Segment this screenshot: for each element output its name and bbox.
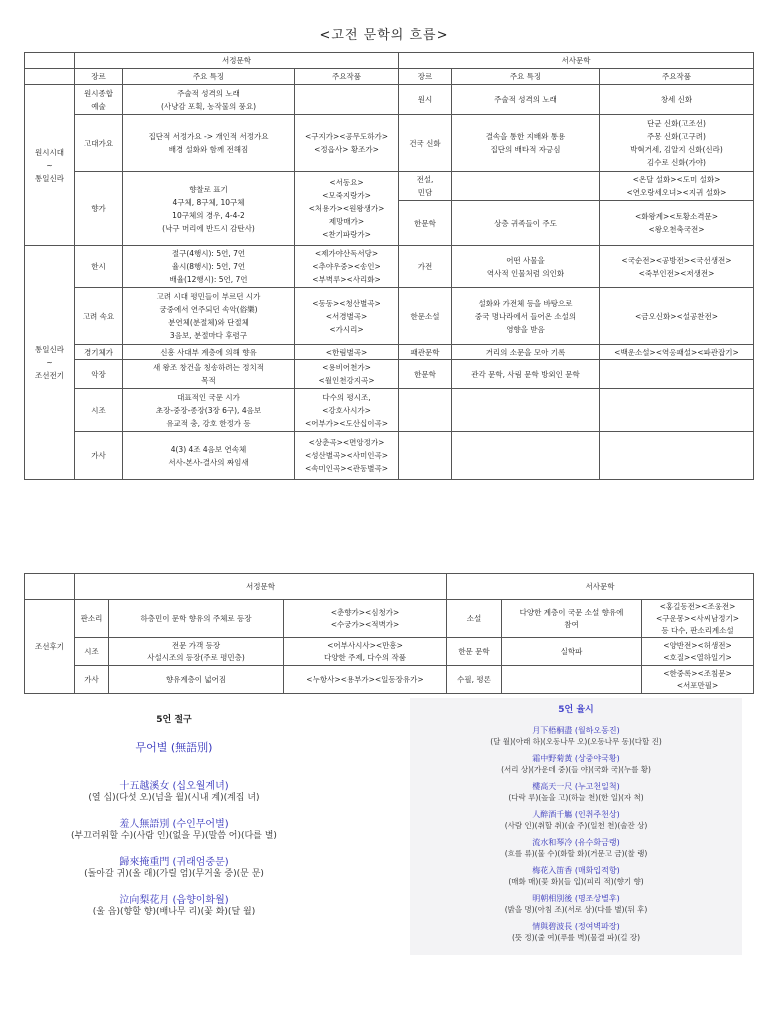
poem-line-hanja: 羞人無語別 (수인무어별) [119,819,229,830]
poem-line [410,809,742,831]
poem-heading: 5언 율시 [558,705,594,715]
works-cell: <금오신화><설공찬전> [600,288,754,345]
works-cell: <양반전><허생전> <호질><열하일기> [642,638,754,666]
works-cell [295,85,399,115]
genre-cell: 가사 [75,432,123,480]
feature-cell: 향찰로 표기 4구체, 8구체, 10구체 10구체의 경우, 4-4-2 (낙구 머리에 반드시 감탄사) [123,172,295,246]
classic-literature-table-late [24,573,754,694]
genre-cell: 소설 [447,600,502,638]
poem-line-gloss: (다락 루)(높을 고)(하늘 천)(한 일)(자 척) [508,793,644,802]
poem-line [44,815,304,843]
genre-cell: 전설, 민담 [399,172,452,201]
genre-cell: 한문소설 [399,288,452,345]
poem-line-hanja: 梅花入笛香 (매화입적향) [532,866,620,875]
feature-cell: 하층민이 문학 향유의 주체로 등장 [109,600,284,638]
empty-cell [600,389,754,432]
poem-title: 무어별 (無語別) [135,741,213,754]
works-cell: <국순전><공방전><국선생전> <죽부인전><저생전> [600,246,754,288]
sub-header: 주요작품 [295,69,399,85]
feature-cell: 상층 귀족들이 주도 [452,201,600,246]
feature-cell: 새 왕조 창건을 칭송하려는 정치적 목적 [123,360,295,389]
genre-cell: 향가 [75,172,123,246]
genre-cell: 한문학 [399,360,452,389]
works-cell: <누항사><용부가><일동장유가> [284,666,447,694]
genre-cell: 수필, 평론 [447,666,502,694]
narrative-header: 서사문학 [447,574,754,600]
genre-cell: 한시 [75,246,123,288]
poem-line-gloss: (서리 상)(가운데 중)(들 야)(국화 국)(누를 황) [501,765,651,774]
sub-header: 장르 [75,69,123,85]
lyric-header: 서정문학 [75,574,447,600]
lyric-header: 서정문학 [75,53,399,69]
poem-line-hanja: 霜中野菊黃 (상중야국황) [532,754,620,763]
poem-line [410,921,742,943]
feature-cell: 실학파 [502,638,642,666]
works-cell: <상춘곡><면앙정가> <성산별곡><사미인곡> <속미인곡><관동별곡> [295,432,399,480]
empty-cell [399,432,452,480]
poem-line [410,837,742,859]
feature-cell [502,666,642,694]
poem-line-gloss: (뜻 정)(줄 여)(푸를 벽)(물결 파)(길 장) [511,933,641,942]
sub-header: 주요작품 [600,69,754,85]
poem-line [44,853,304,881]
poem-line [410,865,742,887]
empty-cell [399,389,452,432]
feature-cell: 신흥 사대부 계층에 의해 향유 [123,345,295,360]
feature-cell: 절구(4행시): 5언, 7언 율시(8행시): 5언, 7언 배율(12행시): 5언, 7언 [123,246,295,288]
poem-line-gloss: (흐를 류)(물 수)(화할 화)(거문고 금)(찰 랭) [504,849,648,858]
period-cell: 원시시대 ~ 통일신라 [25,85,75,246]
classic-literature-table-early [24,52,754,480]
poem-line [410,753,742,775]
genre-cell: 경기체가 [75,345,123,360]
works-cell: <춘향가><심청가> <수궁가><적벽가> [284,600,447,638]
poem-line-gloss: (돌아갈 귀)(올 래)(가릴 엄)(무거울 중)(문 문) [84,869,264,879]
genre-cell: 가사 [75,666,109,694]
poem-line-hanja: 十五越溪女 (십오월계녀) [119,781,229,792]
feature-cell [452,172,600,201]
feature-cell: 대표적인 국문 시가 초장-중장-종장(3장 6구), 4음보 유교적 충, 강호 한정가 등 [123,389,295,432]
poem-heading: 5언 절구 [156,715,192,725]
poem-line-hanja: 明朝相別後 (명조상별후) [532,894,620,903]
sub-header: 주요 특징 [123,69,295,85]
works-cell: <홍길동전><조웅전> <구운몽><사씨남정기> 등 다수, 판소리계소설 [642,600,754,638]
blank-cell [25,69,75,85]
poem-line-hanja: 歸來掩重門 (귀래엄중문) [119,857,229,868]
poem-line-hanja: 泣向梨花月 (읍향이화월) [119,895,229,906]
poem-line [410,893,742,915]
works-cell [600,360,754,389]
feature-cell: 고려 시대 평민들이 부르던 시가 궁중에서 연주되던 속악(俗樂) 분연체(분절체)와 단절체 3음보, 분절마다 후렴구 [123,288,295,345]
works-cell: <온달 설화><도미 설화> <연오랑세오녀><지귀 설화> [600,172,754,201]
feature-cell: 집단적 서정가요 -> 개인적 서정가요 배경 설화와 함께 전해짐 [123,115,295,172]
genre-cell: 시조 [75,389,123,432]
works-cell: <한림별곡> [295,345,399,360]
works-cell: 단군 신화(고조선) 주몽 신화(고구려) 박혁거세, 김알지 신화(신라) 김수로 신화(가야) [600,115,754,172]
sub-header: 장르 [399,69,452,85]
feature-cell: 결속을 통한 지배와 통용 집단의 배타적 자긍심 [452,115,600,172]
poem-line-hanja: 情與碧波長 (정여벽파장) [532,922,620,931]
feature-cell: 설화와 가전체 등을 바탕으로 중국 명나라에서 들어온 소설의 영향을 받음 [452,288,600,345]
genre-cell: 한문 문학 [447,638,502,666]
works-cell: 창세 신화 [600,85,754,115]
works-cell: <용비어천가> <월인천강지곡> [295,360,399,389]
poem-line-hanja: 樓高天一尺 (누고천일척) [532,782,620,791]
poem-line [44,777,304,805]
works-cell: <화왕계><토황소격문> <왕오천축국전> [600,201,754,246]
poem-line-gloss: (매화 매)(꽃 화)(들 입)(피리 적)(향기 향) [508,877,644,886]
poem-line [44,891,304,919]
poem-line-gloss: (사람 인)(취할 취)(술 주)(일천 천)(술잔 상) [504,821,648,830]
sub-header: 주요 특징 [452,69,600,85]
genre-cell: 시조 [75,638,109,666]
genre-cell: 원시종합 예술 [75,85,123,115]
narrative-header: 서사문학 [399,53,754,69]
feature-cell: 4(3) 4조 4음보 연속체 서사-본사-결사의 짜임새 [123,432,295,480]
feature-cell: 어떤 사물을 역사적 인물처럼 의인화 [452,246,600,288]
genre-cell: 고려 속요 [75,288,123,345]
works-cell: <제가야산독서당> <추야우중><송인> <부벽루><사리화> [295,246,399,288]
feature-cell: 주술적 성격의 노래 [452,85,600,115]
corner-cell [25,53,75,69]
feature-cell: 다양한 계층이 국문 소설 향유에 참여 [502,600,642,638]
genre-cell: 한문학 [399,201,452,246]
poem-five-char-quatrain [44,712,304,929]
genre-cell: 판소리 [75,600,109,638]
period-cell: 조선후기 [25,600,75,694]
works-cell: <서동요> <모죽지랑가> <처용가><원왕생가> 제망매가> <찬기파랑가> [295,172,399,246]
poem-five-char-regulated-verse [410,698,742,955]
poem-line [410,725,742,747]
genre-cell: 고대가요 [75,115,123,172]
works-cell: <한중록><조침문> <서포만필> [642,666,754,694]
genre-cell: 악장 [75,360,123,389]
page-title: <고전 문학의 흐름> [319,28,449,43]
works-cell: <구지가><공무도하가> <정읍사> 황조가> [295,115,399,172]
poem-line-hanja: 人醉酒千觴 (인취주천상) [532,810,620,819]
period-cell: 통일신라 ~ 조선전기 [25,246,75,480]
empty-cell [452,432,600,480]
empty-cell [600,432,754,480]
feature-cell: 관각 문학, 사림 문학 방외인 문학 [452,360,600,389]
works-cell: 다수의 평시조, <강호사시가> <어부가><도산십이곡> [295,389,399,432]
works-cell: <백운소설><역옹패설><파관잡기> [600,345,754,360]
empty-cell [452,389,600,432]
genre-cell: 원시 [399,85,452,115]
poem-line-hanja: 月下梧桐盡 (월하오동진) [532,726,620,735]
poem-line-hanja: 流水和琴冷 (유수화금랭) [532,838,620,847]
genre-cell: 패관문학 [399,345,452,360]
feature-cell: 거리의 소문을 모아 기록 [452,345,600,360]
feature-cell: 주술적 성격의 노래 (사냥감 포획, 농작물의 풍요) [123,85,295,115]
poem-line-gloss: (울 읍)(향할 향)(배나무 리)(꽃 화)(달 월) [92,907,256,917]
feature-cell: 향유계층이 넓어짐 [109,666,284,694]
poem-line-gloss: (부끄러워할 수)(사람 인)(없을 무)(말씀 어)(다를 별) [71,831,277,841]
poem-line-gloss: (밝을 명)(아침 조)(서로 상)(다를 별)(뒤 후) [504,905,648,914]
poem-line-gloss: (달 월)(아래 하)(오동나무 오)(오동나무 동)(다할 진) [490,737,662,746]
works-cell: <동동><청산별곡> <서경별곡> <가시리> [295,288,399,345]
feature-cell: 전문 가객 등장 사설시조의 등장(주로 평민층) [109,638,284,666]
genre-cell: 가전 [399,246,452,288]
works-cell: <어부사시사><만흥> 다양한 주제, 다수의 작품 [284,638,447,666]
poem-line [410,781,742,803]
poem-line-gloss: (열 십)(다섯 오)(넘을 월)(시내 계)(계집 녀) [88,793,260,803]
corner-cell [25,574,75,600]
genre-cell: 건국 신화 [399,115,452,172]
